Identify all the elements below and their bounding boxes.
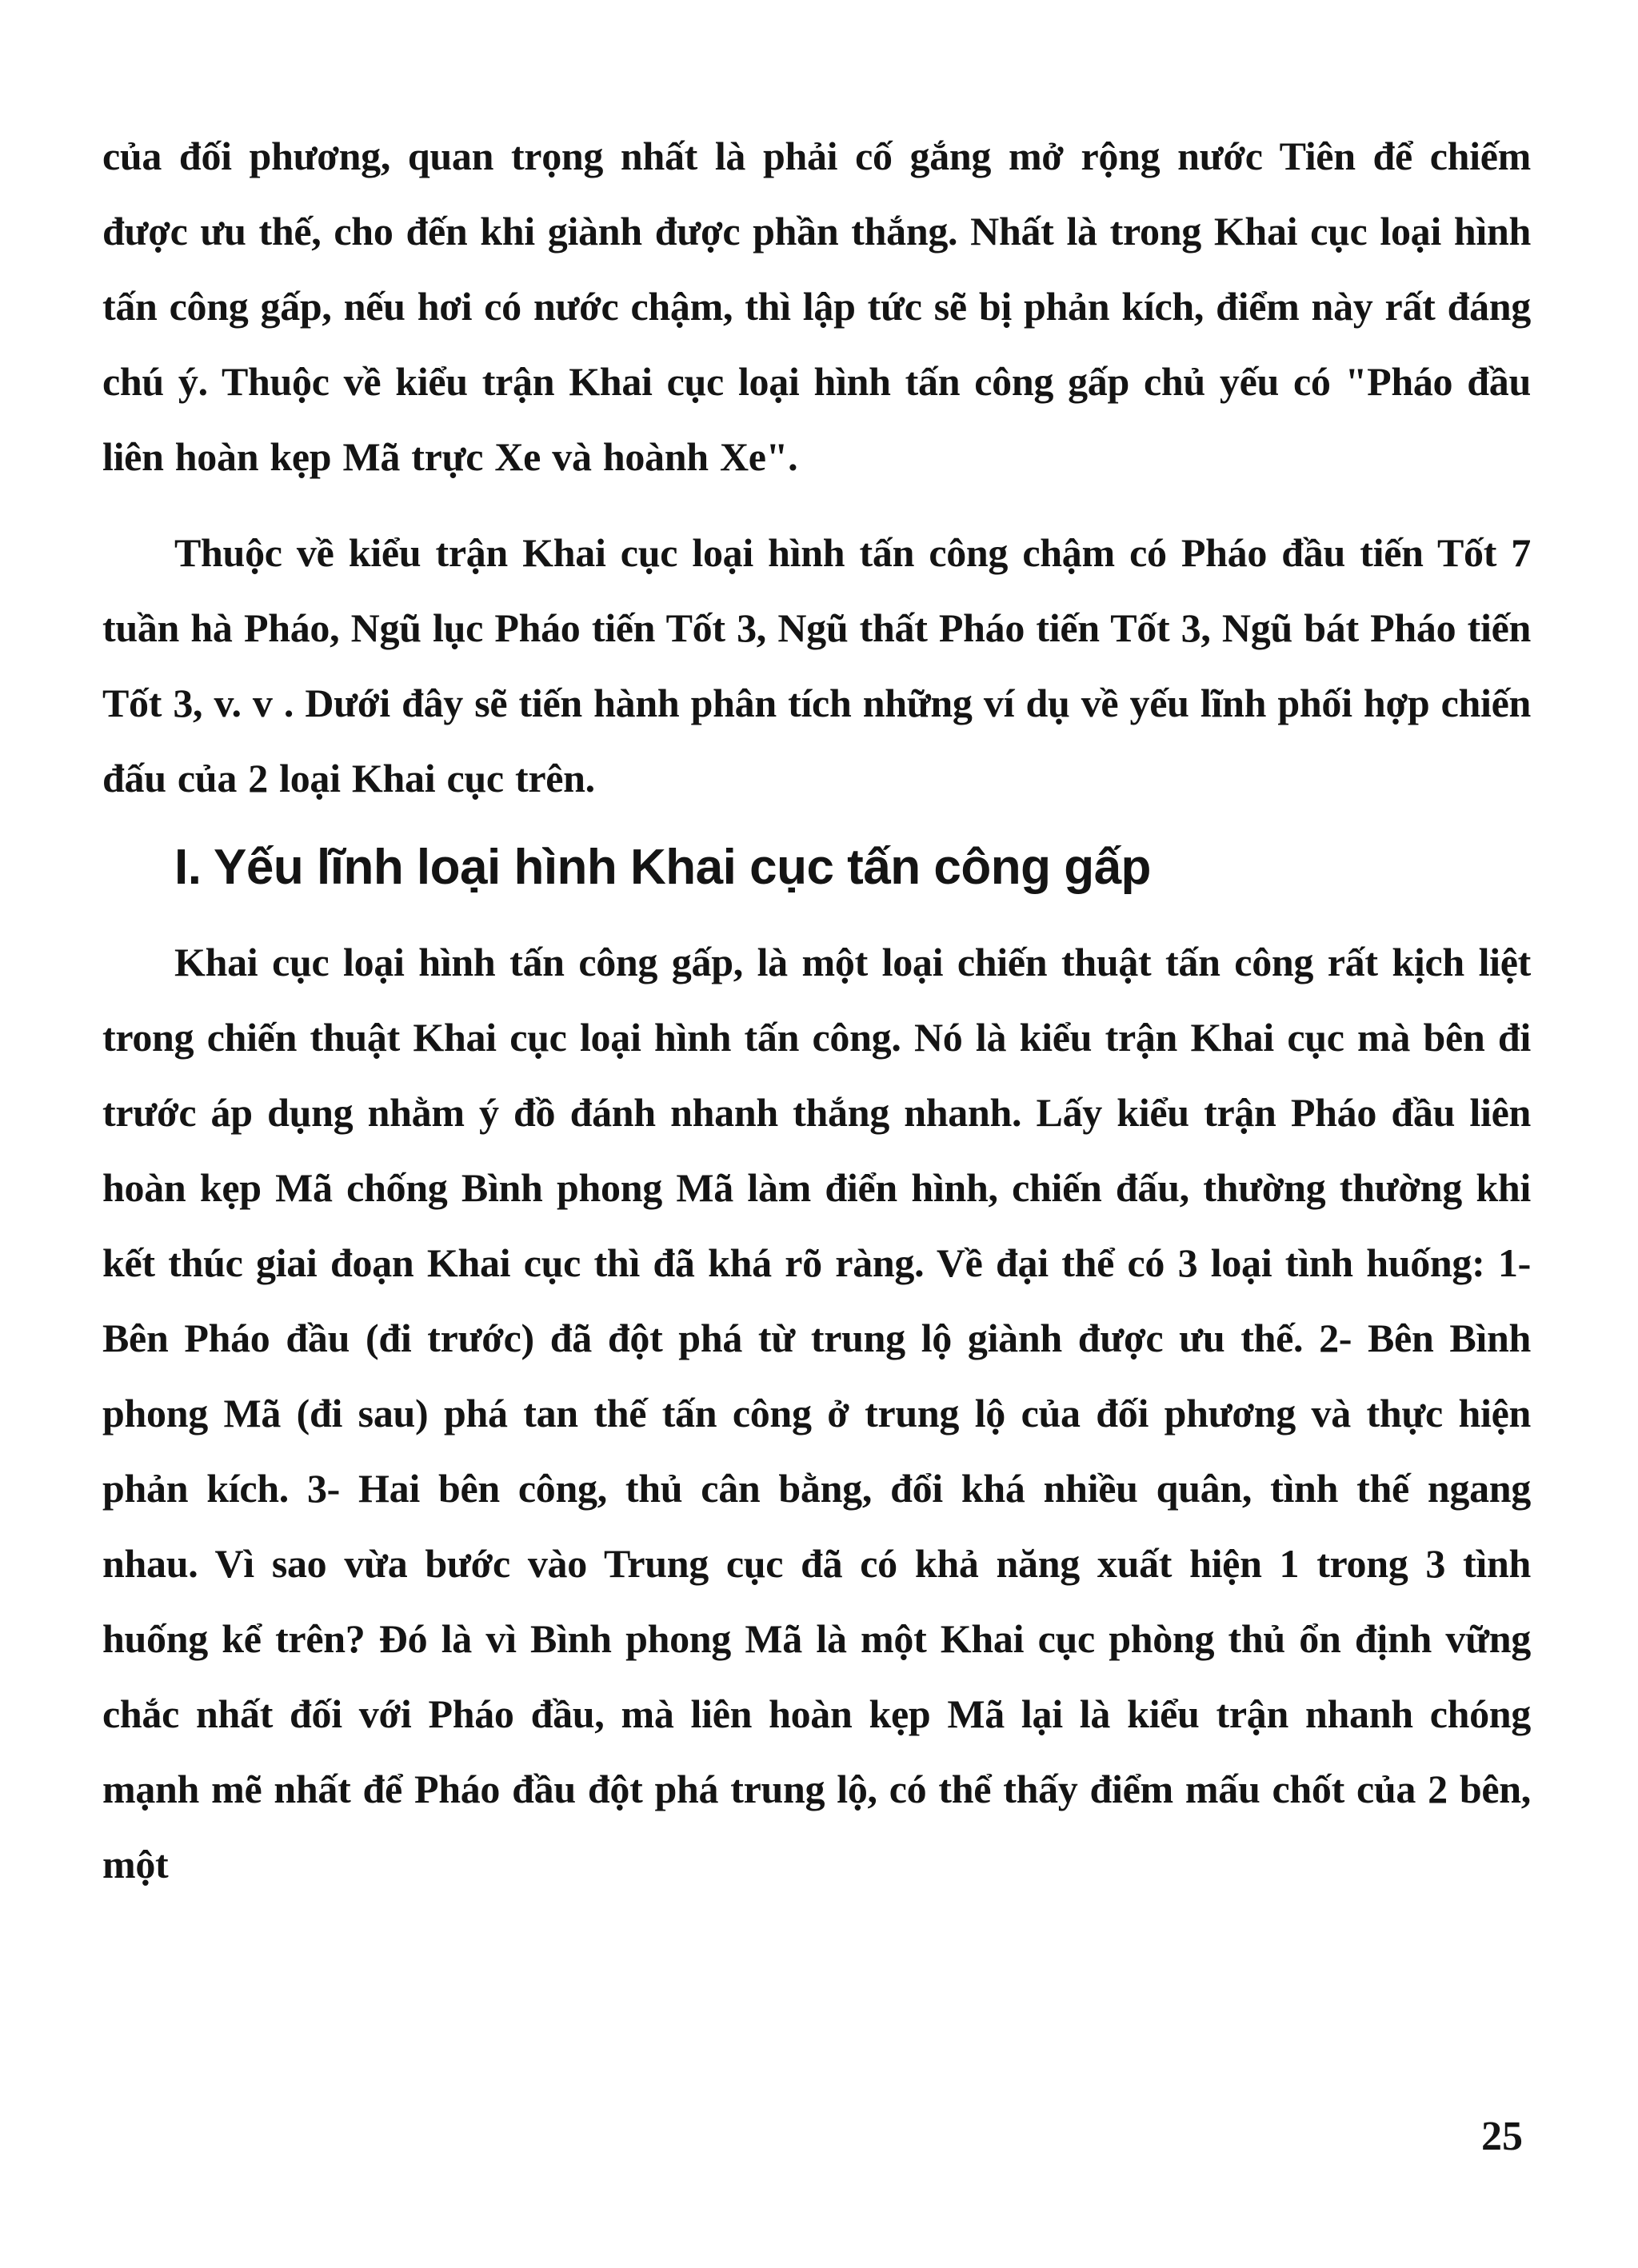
section-heading: I. Yếu lĩnh loại hình Khai cục tấn công gấp <box>174 840 1151 895</box>
paragraph-fast-attack-description: Khai cục loại hình tấn công gấp, là một loại chiến thuật tấn công rất kịch liệt trong chiến thuật Khai cục loại hình tấn công. Nó là kiểu trận Khai cục mà bên đi trước áp dụng nhằm ý đồ đánh nhanh thắng nhanh. Lấy kiểu trận Pháo đầu liên hoàn kẹp Mã chống Bình phong Mã làm điển hình, chiến đấu, thường thường khi kết thúc giai đoạn Khai cục thì đã khá rõ ràng. Về đại thể có 3 loại tình huống: 1- Bên Pháo đầu (đi trước) đã đột phá từ trung lộ giành được ưu thế. 2- Bên Bình phong Mã (đi sau) phá tan thế tấn công ở trung lộ của đối phương và thực hiện phản kích. 3- Hai bên công, thủ cân bằng, đổi khá nhiều quân, tình thế ngang nhau. Vì sao vừa bước vào Trung cục đã có khả năng xuất hiện 1 trong 3 tình huống kể trên? Đó là vì Bình phong Mã là một Khai cục phòng thủ ổn định vững chắc nhất đối với Pháo đầu, mà liên hoàn kẹp Mã lại là kiểu trận nhanh chóng mạnh mẽ nhất để Pháo đầu đột phá trung lộ, có thể thấy điểm mấu chốt của 2 bên, một <box>102 940 1531 1887</box>
page-number: 25 <box>1481 2114 1523 2159</box>
page-content <box>102 118 1531 1902</box>
paragraph-continuation: của đối phương, quan trọng nhất là phải cố gắng mở rộng nước Tiên để chiếm được ưu thế, cho đến khi giành được phần thắng. Nhất là trong Khai cục loại hình tấn công gấp, nếu hơi có nước chậm, thì lập tức sẽ bị phản kích, điểm này rất đáng chú ý. Thuộc về kiểu trận Khai cục loại hình tấn công gấp chủ yếu có "Pháo đầu liên hoàn kẹp Mã trực Xe và hoành Xe". <box>102 134 1531 479</box>
paragraph-slow-attack-openings: Thuộc về kiểu trận Khai cục loại hình tấn công chậm có Pháo đầu tiến Tốt 7 tuần hà Pháo, Ngũ lục Pháo tiến Tốt 3, Ngũ thất Pháo tiến Tốt 3, Ngũ bát Pháo tiến Tốt 3, v. v . Dưới đây sẽ tiến hành phân tích những ví dụ về yếu lĩnh phối hợp chiến đấu của 2 loại Khai cục trên. <box>102 530 1531 801</box>
